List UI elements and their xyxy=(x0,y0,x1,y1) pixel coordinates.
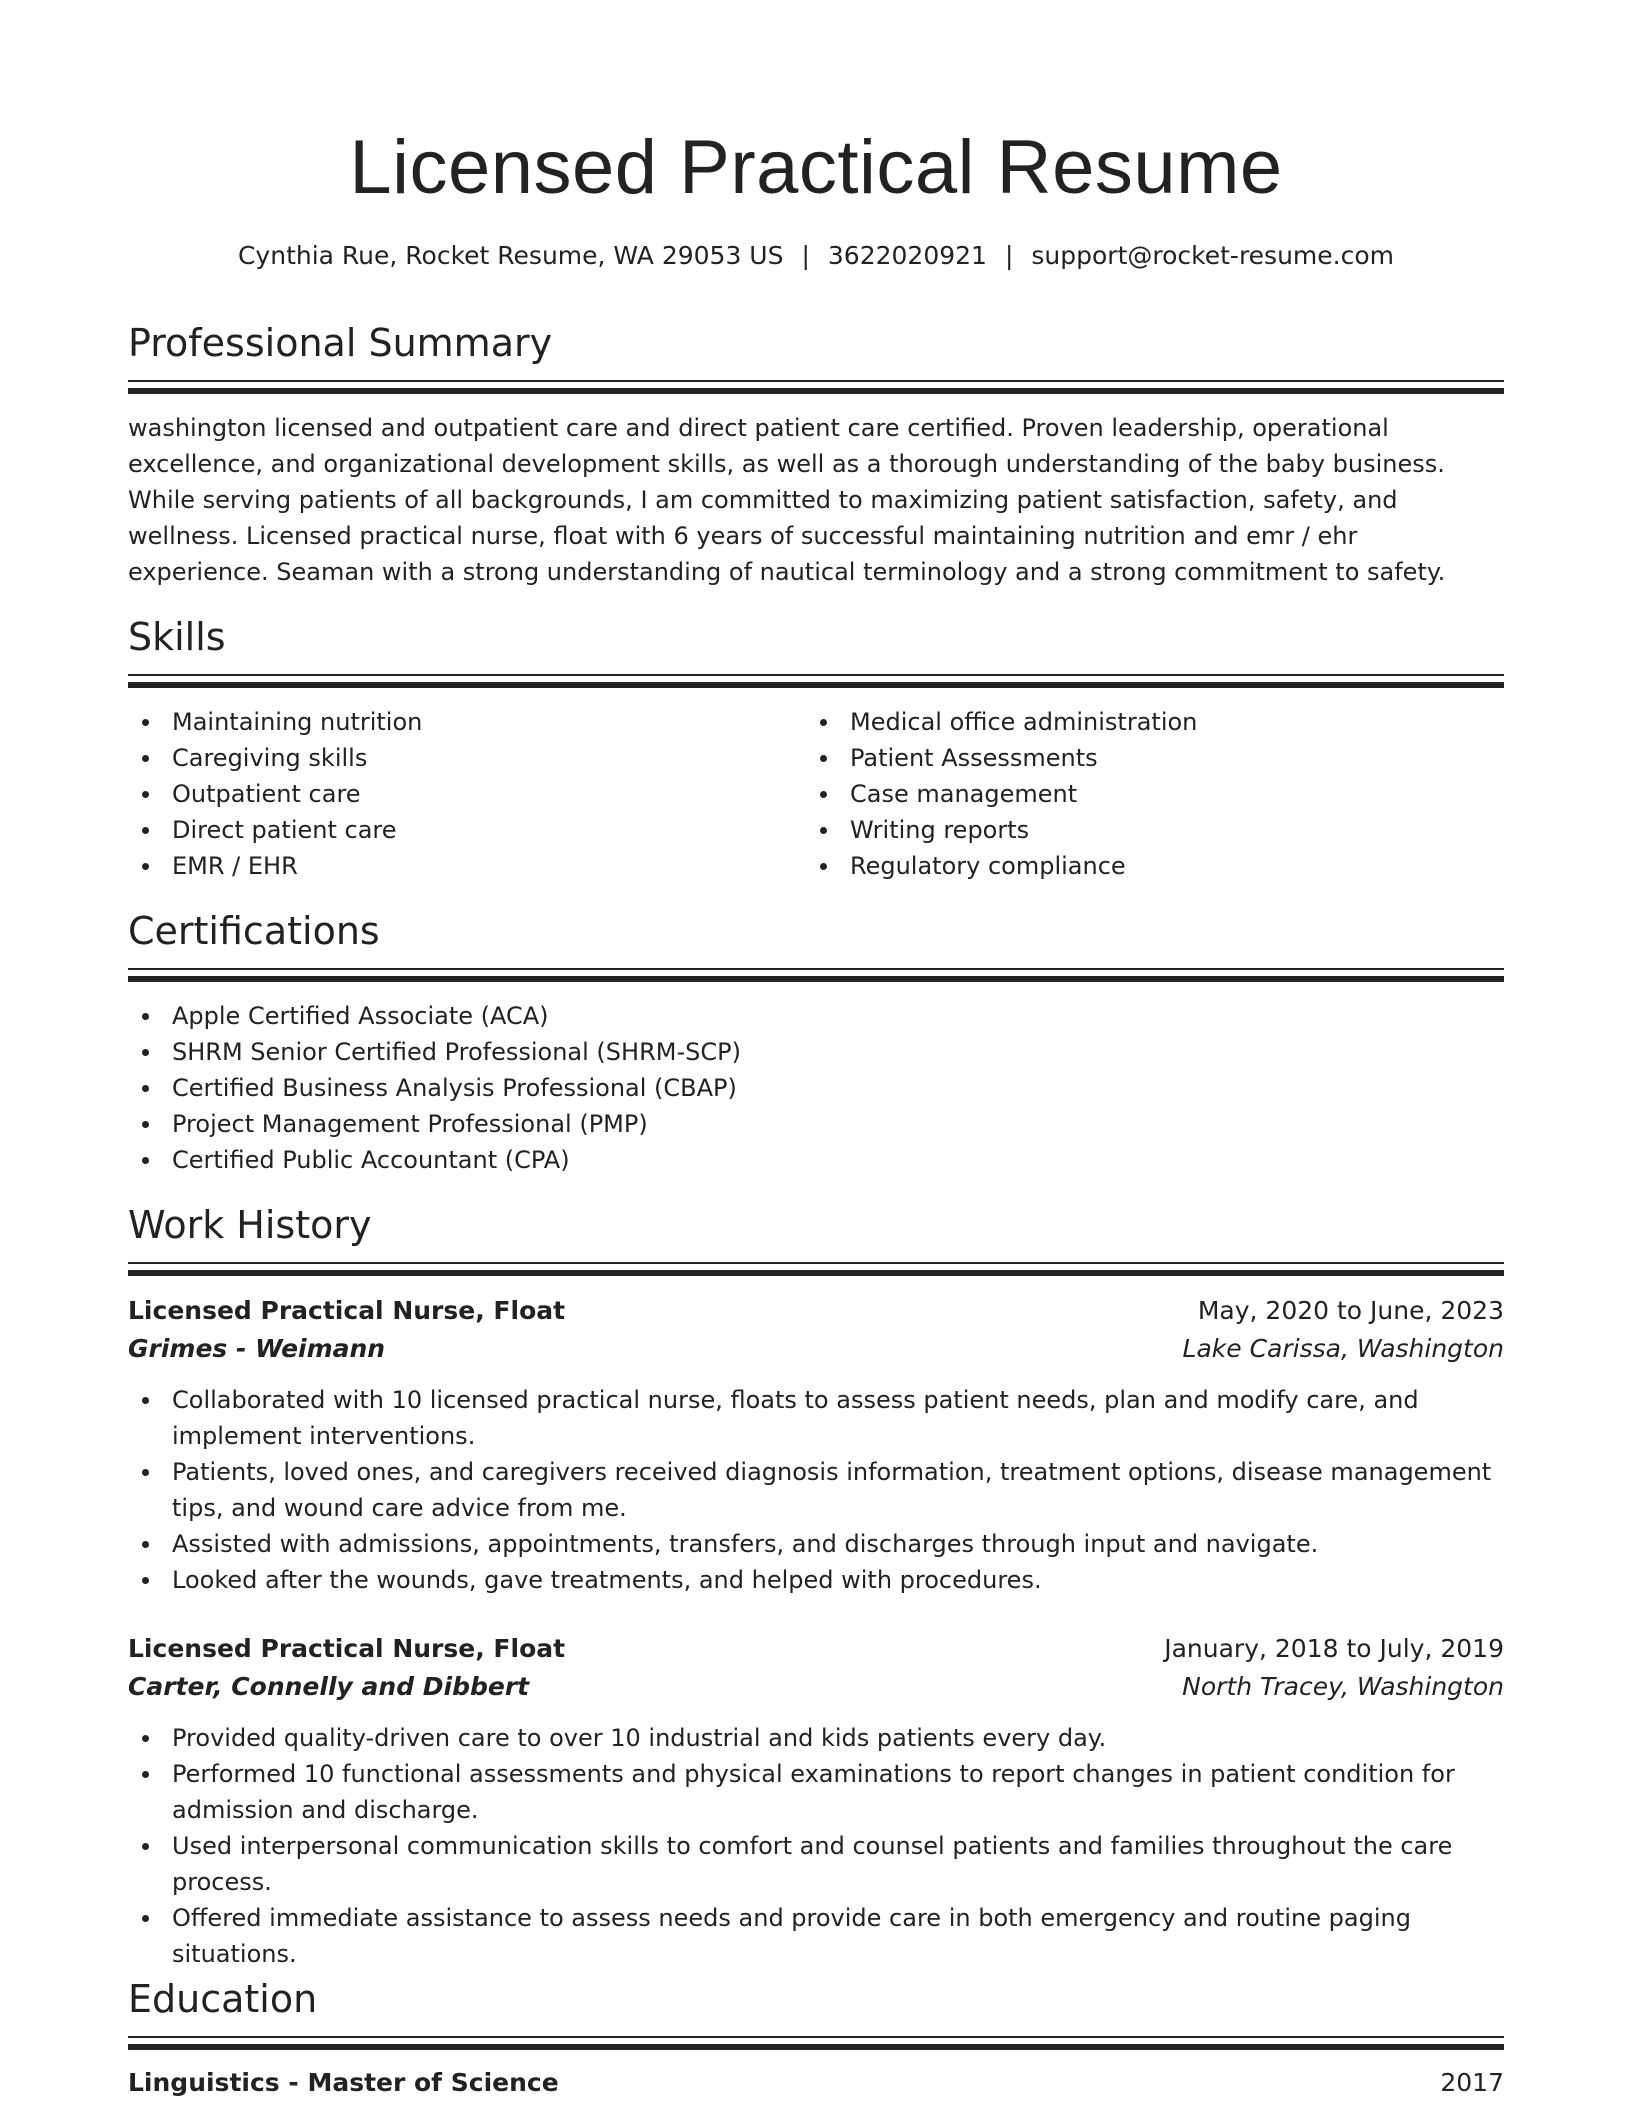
job-title: Licensed Practical Nurse, Float xyxy=(128,1634,566,1663)
job-location: Lake Carissa, Washington xyxy=(1182,1334,1504,1363)
skill-item: Medical office administration xyxy=(806,704,1484,740)
skill-item: Regulatory compliance xyxy=(806,848,1484,884)
skills-list-left xyxy=(128,704,806,884)
job-company: Grimes - Weimann xyxy=(128,1334,386,1363)
skills-list-right xyxy=(806,704,1484,884)
certification-item: Project Management Professional (PMP) xyxy=(128,1106,1504,1142)
skill-item: Caregiving skills xyxy=(128,740,806,776)
skill-item: EMR / EHR xyxy=(128,848,806,884)
section-divider xyxy=(128,1262,1504,1276)
section-divider xyxy=(128,380,1504,394)
education-year: 2017 xyxy=(1440,2068,1504,2097)
contact-phone: 3622020921 xyxy=(827,241,987,270)
section-heading: Work History xyxy=(128,1203,372,1247)
job-entry xyxy=(128,1292,1504,1598)
job-location: North Tracey, Washington xyxy=(1182,1672,1504,1701)
section-heading: Education xyxy=(128,1977,318,2021)
skill-item: Direct patient care xyxy=(128,812,806,848)
job-company: Carter, Connelly and Dibbert xyxy=(128,1672,530,1701)
skills-columns xyxy=(128,704,1504,884)
section-divider xyxy=(128,2036,1504,2050)
section-heading: Professional Summary xyxy=(128,321,553,365)
job-bullet: Performed 10 functional assessments and physical examinations to report changes in patient condition for admission and discharge. xyxy=(128,1756,1504,1828)
work-history-section xyxy=(128,1200,1504,1972)
job-bullet: Used interpersonal communication skills to comfort and counsel patients and families throughout the care process. xyxy=(128,1828,1504,1900)
contact-email[interactable]: support@rocket-resume.com xyxy=(1031,241,1395,270)
section-divider xyxy=(128,968,1504,982)
job-bullet-list xyxy=(128,1720,1504,1972)
job-dates: January, 2018 to July, 2019 xyxy=(1164,1634,1504,1663)
section-heading: Skills xyxy=(128,615,226,659)
job-bullet: Collaborated with 10 licensed practical nurse, floats to assess patient needs, plan and modify care, and implement interventions. xyxy=(128,1382,1504,1454)
certifications-section xyxy=(128,906,1504,1178)
contact-separator: | xyxy=(1004,241,1014,270)
skill-item: Outpatient care xyxy=(128,776,806,812)
job-bullet: Assisted with admissions, appointments, transfers, and discharges through input and navigate. xyxy=(128,1526,1504,1562)
contact-address: Cynthia Rue, Rocket Resume, WA 29053 US xyxy=(237,241,784,270)
job-entry xyxy=(128,1630,1504,1972)
certification-item: Apple Certified Associate (ACA) xyxy=(128,998,1504,1034)
certification-item: Certified Business Analysis Professional (CBAP) xyxy=(128,1070,1504,1106)
job-bullet: Provided quality-driven care to over 10 industrial and kids patients every day. xyxy=(128,1720,1504,1756)
certification-item: Certified Public Accountant (CPA) xyxy=(128,1142,1504,1178)
job-bullet: Looked after the wounds, gave treatments, and helped with procedures. xyxy=(128,1562,1504,1598)
education-degree: Linguistics - Master of Science xyxy=(128,2068,559,2097)
job-bullet: Patients, loved ones, and caregivers received diagnosis information, treatment options, disease management tips, and wound care advice from me. xyxy=(128,1454,1504,1526)
summary-text: washington licensed and outpatient care and direct patient care certified. Proven leadership, operational excellence, and organizational development skills, as well as a thorough understanding of the baby business. While serving patients of all backgrounds, I am committed to maximizing patient satisfaction, safety, and wellness. Licensed practical nurse, float with 6 years of successful maintaining nutrition and emr / ehr experience. Seaman with a strong understanding of nautical terminology and a strong commitment to safety. xyxy=(128,414,1446,586)
contact-separator: | xyxy=(801,241,810,270)
certification-item: SHRM Senior Certified Professional (SHRM-SCP) xyxy=(128,1034,1504,1070)
resume-title: Licensed Practical Resume xyxy=(349,125,1283,210)
summary-section xyxy=(128,318,1504,590)
job-dates: May, 2020 to June, 2023 xyxy=(1197,1296,1504,1325)
section-heading: Certifications xyxy=(128,909,380,953)
certifications-list xyxy=(128,998,1504,1178)
skill-item: Case management xyxy=(806,776,1484,812)
job-title: Licensed Practical Nurse, Float xyxy=(128,1296,566,1325)
skill-item: Patient Assessments xyxy=(806,740,1484,776)
job-bullet-list xyxy=(128,1382,1504,1598)
skill-item: Writing reports xyxy=(806,812,1484,848)
skill-item: Maintaining nutrition xyxy=(128,704,806,740)
job-bullet: Offered immediate assistance to assess needs and provide care in both emergency and routine paging situations. xyxy=(128,1900,1504,1972)
section-divider xyxy=(128,674,1504,688)
education-section xyxy=(128,1974,1504,2102)
skills-section xyxy=(128,612,1504,884)
contact-line xyxy=(128,238,1504,274)
